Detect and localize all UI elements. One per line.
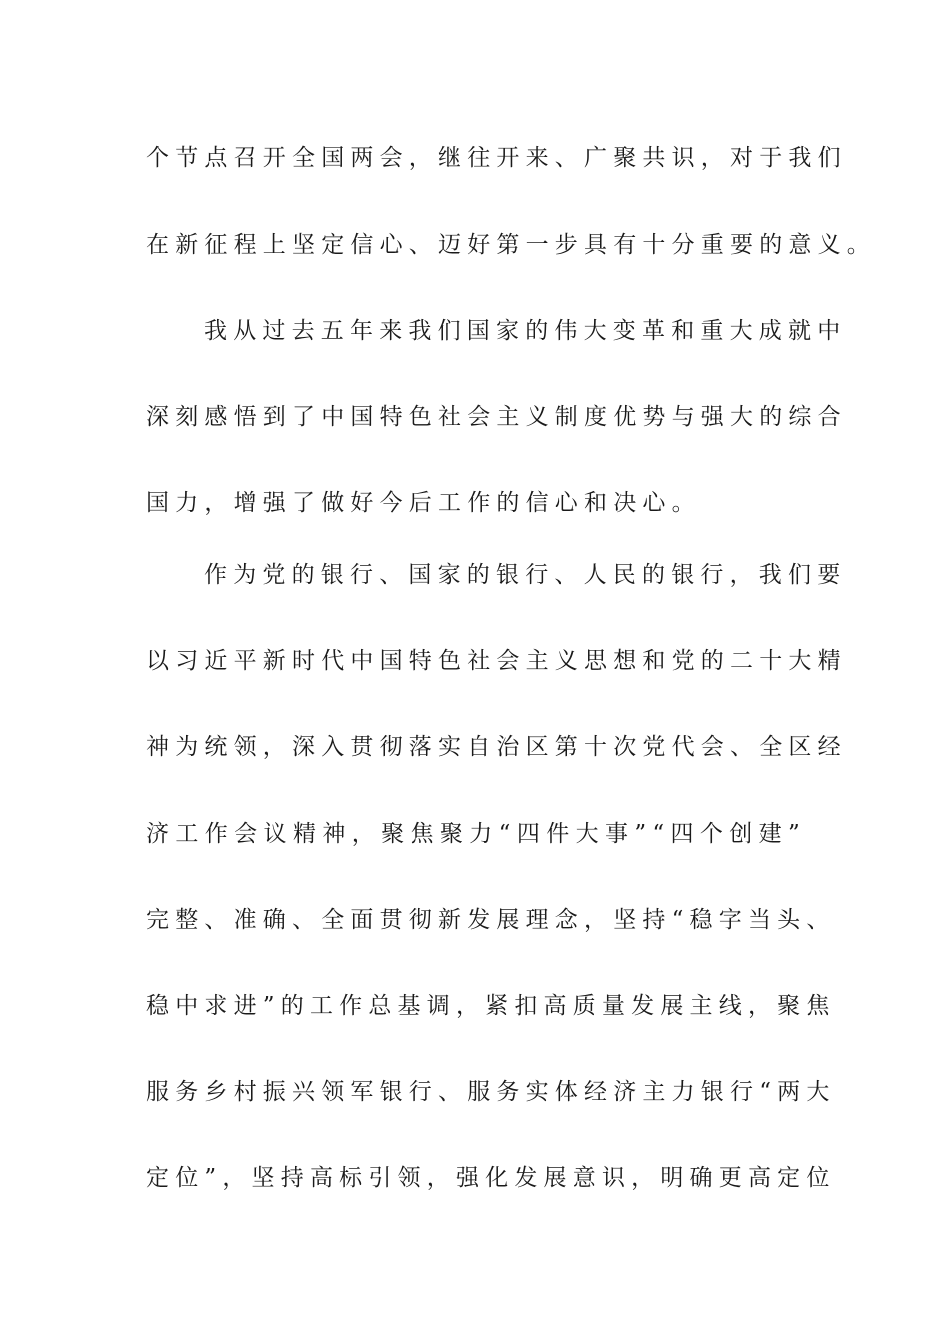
text-line: 服务乡村振兴领军银行、服务实体经济主力银行“两大 (146, 1079, 836, 1105)
text-line: 稳中求进”的工作总基调，紧扣高质量发展主线，聚焦 (146, 993, 836, 1019)
text-line: 在新征程上坚定信心、迈好第一步具有十分重要的意义。 (146, 232, 876, 258)
paragraph-end-line: 国力，增强了做好今后工作的信心和决心。 (146, 490, 701, 516)
text-line: 个节点召开全国两会，继往开来、广聚共识，对于我们 (146, 145, 847, 171)
paragraph-start-line: 我从过去五年来我们国家的伟大变革和重大成就中 (204, 318, 847, 344)
text-line: 以习近平新时代中国特色社会主义思想和党的二十大精 (146, 648, 847, 674)
text-line: 深刻感悟到了中国特色社会主义制度优势与强大的综合 (146, 404, 847, 430)
text-line: 定位”，坚持高标引领，强化发展意识，明确更高定位 (146, 1165, 836, 1191)
text-line: 济工作会议精神，聚焦聚力“四件大事”“四个创建” (146, 821, 806, 847)
paragraph-start-line: 作为党的银行、国家的银行、人民的银行，我们要 (204, 562, 847, 588)
text-line: 完整、准确、全面贯彻新发展理念，坚持“稳字当头、 (146, 907, 836, 933)
text-line: 神为统领，深入贯彻落实自治区第十次党代会、全区经 (146, 734, 847, 760)
